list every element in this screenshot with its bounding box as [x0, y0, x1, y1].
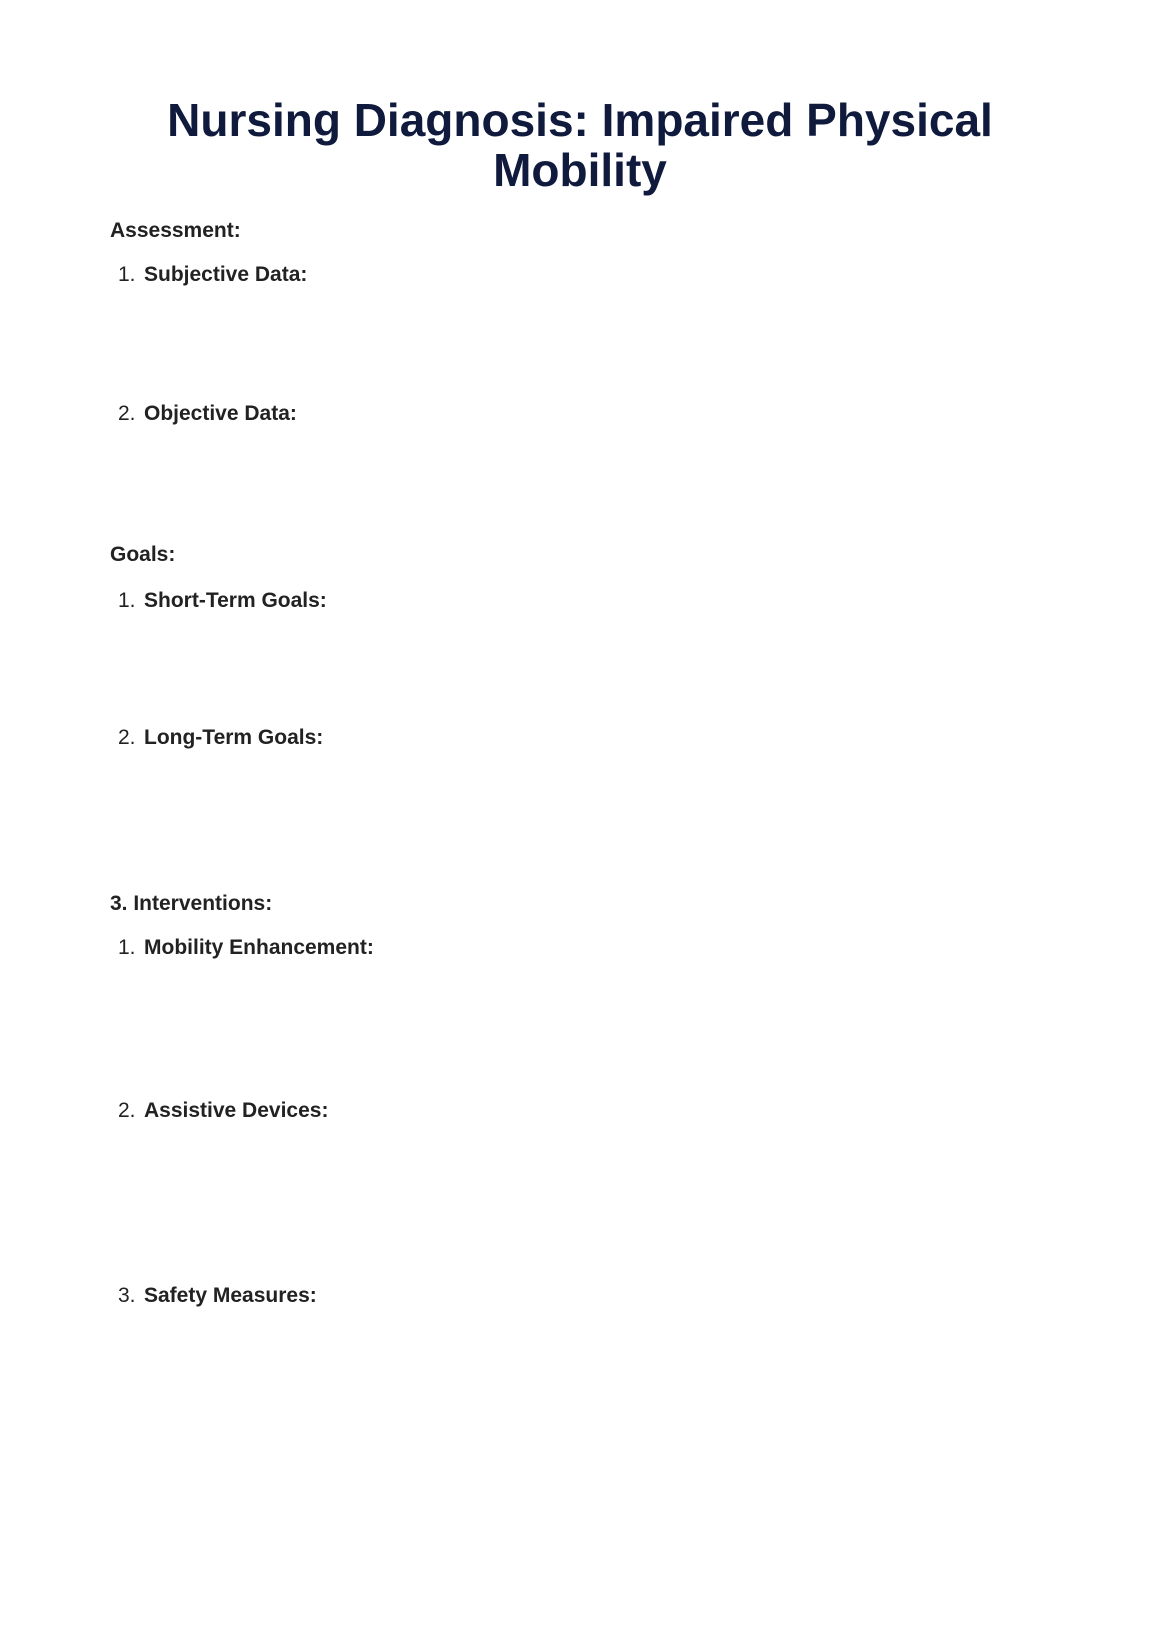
list-item-subjective-data [118, 262, 307, 288]
list-item-label: Subjective Data: [144, 263, 308, 286]
list-item-number: 2. [118, 402, 136, 425]
list-item-long-term-goals [118, 725, 323, 751]
list-item-objective-data [118, 401, 297, 427]
list-item-safety-measures [118, 1283, 317, 1309]
list-item-label: Assistive Devices: [144, 1099, 329, 1122]
list-item-assistive-devices [118, 1098, 328, 1124]
list-item-number: 1. [118, 263, 136, 286]
list-item-number: 3. [118, 1284, 136, 1307]
list-item-mobility-enhancement [118, 935, 374, 961]
list-item-label: Short-Term Goals: [144, 589, 327, 612]
list-item-label: Objective Data: [144, 402, 297, 425]
list-item-number: 1. [118, 589, 136, 612]
section-heading-interventions: 3. Interventions: [110, 892, 273, 915]
section-heading-assessment: Assessment: [110, 219, 241, 242]
list-item-number: 2. [118, 1099, 136, 1122]
list-item-number: 2. [118, 726, 136, 749]
list-item-number: 1. [118, 936, 136, 959]
list-item-label: Safety Measures: [144, 1284, 317, 1307]
list-item-label: Mobility Enhancement: [144, 936, 374, 959]
document-title: Nursing Diagnosis: Impaired Physical Mobility [167, 94, 993, 196]
list-item-short-term-goals [118, 588, 327, 614]
section-heading-goals: Goals: [110, 543, 176, 566]
list-item-label: Long-Term Goals: [144, 726, 324, 749]
